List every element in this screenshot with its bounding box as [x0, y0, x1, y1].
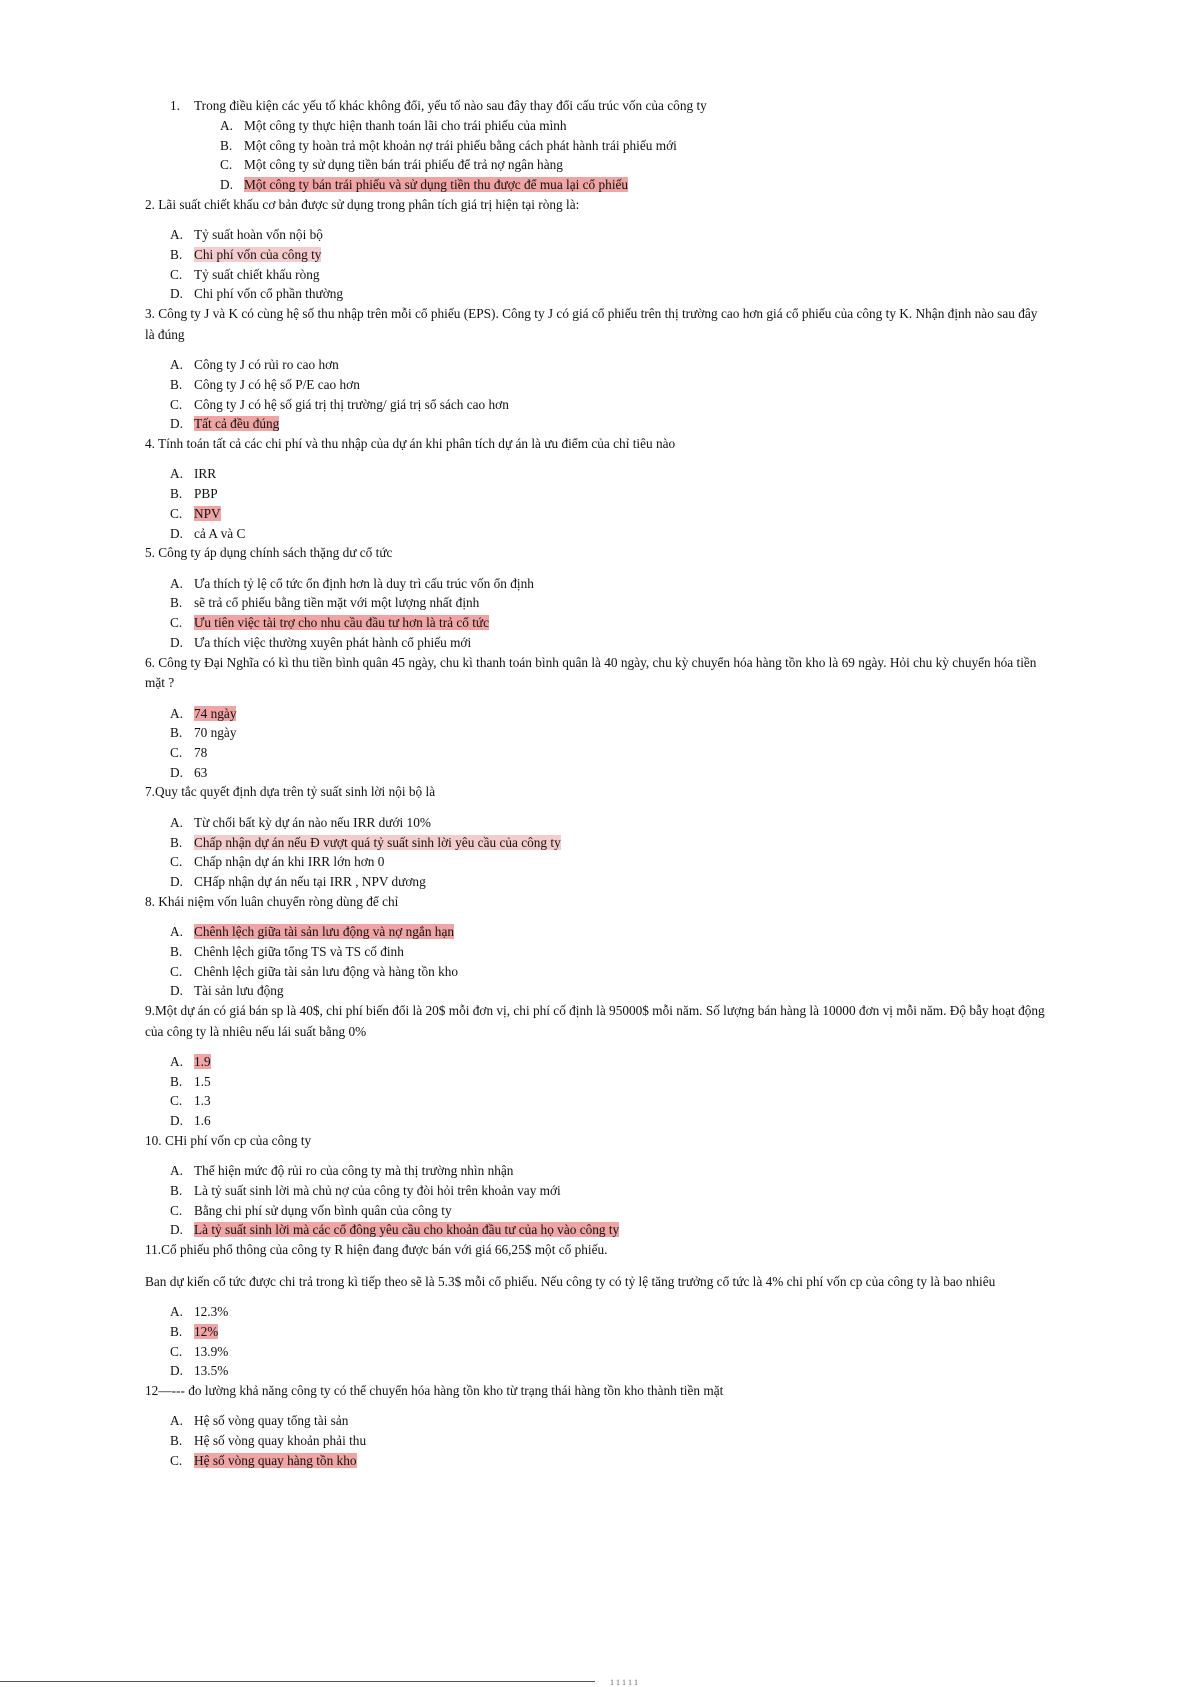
option: A. Ưa thích tỷ lệ cổ tức ổn định hơn là duy trì cấu trúc vốn ổn định — [170, 575, 534, 591]
option: C. Bằng chi phí sử dụng vốn bình quân của công ty — [170, 1202, 452, 1218]
option: D. Tài sản lưu động — [170, 983, 284, 999]
question-11-detail: Ban dự kiến cổ tức được chi trả trong kì tiếp theo sẽ là 5.3$ mỗi cổ phiếu. Nếu công ty có tỷ lệ tăng trưởng cổ tức là 4% chi phí vốn cp của công ty là bao nhiêu — [145, 1273, 996, 1289]
option-answer: B. Chi phí vốn của công ty — [170, 247, 322, 263]
question-12: 12—--- đo lường khả năng công ty có thể chuyển hóa hàng tồn kho từ trạng thái hàng tồn kho thành tiền mặt — [145, 1382, 724, 1398]
options-11 — [145, 1302, 1045, 1381]
option: C. Chấp nhận dự án khi IRR lớn hơn 0 — [170, 854, 385, 870]
option: A. Một công ty thực hiện thanh toán lãi cho trái phiếu của mình — [220, 118, 567, 133]
option: B. Công ty J có hệ số P/E cao hơn — [170, 376, 360, 392]
option: D. Ưa thích việc thường xuyên phát hành cổ phiếu mới — [170, 634, 472, 650]
option: A. Tỷ suất hoàn vốn nội bộ — [170, 227, 323, 243]
option: D. 63 — [170, 764, 208, 780]
option: A. Thể hiện mức độ rủi ro của công ty mà thị trường nhìn nhận — [170, 1163, 514, 1179]
option-answer: D. Tất cả đều đúng — [170, 416, 280, 432]
option: A. 12.3% — [170, 1304, 229, 1320]
option: C. Một công ty sử dụng tiền bán trái phiếu để trả nợ ngân hàng — [220, 157, 563, 173]
option-answer: C. Ưu tiên việc tài trợ cho nhu cầu đầu tư hơn là trả cổ tức — [170, 615, 490, 631]
option-answer: B. 12% — [170, 1323, 219, 1339]
question-2: 2. Lãi suất chiết khấu cơ bản được sử dụng trong phân tích giá trị hiện tại ròng là: — [145, 196, 580, 212]
option: C. Tỷ suất chiết khấu ròng — [170, 266, 320, 282]
options-1 — [145, 116, 1045, 195]
option-answer: B. Chấp nhận dự án nếu Đ vượt quá tỷ suất sinh lời yêu cầu của công ty — [170, 834, 561, 850]
options-9 — [145, 1052, 1045, 1131]
option: B. Một công ty hoàn trả một khoản nợ trái phiếu bằng cách phát hành trái phiếu mới — [220, 137, 677, 153]
option: B. Chênh lệch giữa tổng TS và TS cố đinh — [170, 943, 404, 959]
option: C. Công ty J có hệ số giá trị thị trường/ giá trị sổ sách cao hơn — [170, 396, 509, 412]
option: A. IRR — [170, 466, 217, 482]
question-8: 8. Khái niệm vốn luân chuyển ròng dùng để chỉ — [145, 893, 399, 909]
option: C. 78 — [170, 744, 208, 760]
option-answer: D. Một công ty bán trái phiếu và sử dụng tiền thu được để mua lại cổ phiếu — [220, 177, 629, 193]
question-6: 6. Công ty Đại Nghĩa có kì thu tiền bình quân 45 ngày, chu kì thanh toán bình quân là 40 ngày, chu kỳ chuyển hóa hàng tồn kho là 69 ngày. Hỏi chu kỳ chuyển hóa tiền mặt ? — [145, 654, 1037, 691]
option: D. cả A và C — [170, 525, 246, 541]
quiz-document — [145, 96, 1045, 1471]
question-10: 10. CHi phí vốn cp của công ty — [145, 1132, 312, 1148]
option: A. Hệ số vòng quay tổng tài sản — [170, 1413, 349, 1429]
footer-marks: 1 1 1 1 1 — [610, 1678, 638, 1687]
options-8 — [145, 922, 1045, 1001]
question-5: 5. Công ty áp dụng chính sách thặng dư cổ tức — [145, 545, 393, 561]
option: B. Là tỷ suất sinh lời mà chủ nợ của công ty đòi hỏi trên khoản vay mới — [170, 1183, 561, 1199]
question-text: Trong điều kiện các yếu tố khác không đổi, yếu tố nào sau đây thay đổi cấu trúc vốn của công ty — [194, 98, 707, 113]
option-answer: C. NPV — [170, 505, 221, 521]
option: A. Từ chối bất kỳ dự án nào nếu IRR dưới 10% — [170, 814, 431, 830]
question-7: 7.Quy tắc quyết định dựa trên tỷ suất sinh lời nội bộ là — [145, 784, 436, 800]
option: C. 1.3 — [170, 1093, 211, 1109]
options-4 — [145, 464, 1045, 543]
options-6 — [145, 704, 1045, 783]
option: C. Chênh lệch giữa tài sản lưu động và hàng tồn kho — [170, 963, 459, 979]
options-12 — [145, 1411, 1045, 1470]
option: C. 13.9% — [170, 1343, 229, 1359]
option: B. PBP — [170, 486, 218, 502]
option-answer: D. Là tỷ suất sinh lời mà các cổ đông yêu cầu cho khoản đầu tư của họ vào công ty — [170, 1222, 620, 1238]
option: D. Chi phí vốn cổ phần thường — [170, 286, 344, 302]
options-10 — [145, 1161, 1045, 1240]
option: B. 70 ngày — [170, 725, 237, 741]
option: B. 1.5 — [170, 1073, 211, 1089]
option-answer: A. 1.9 — [170, 1054, 211, 1069]
option: B. sẽ trả cổ phiếu bằng tiền mặt với một lượng nhất định — [170, 595, 480, 611]
option: B. Hệ số vòng quay khoản phải thu — [170, 1433, 367, 1449]
option-answer: C. Hệ số vòng quay hàng tồn kho — [170, 1452, 357, 1468]
options-2 — [145, 225, 1045, 304]
option: D. CHấp nhận dự án nếu tại IRR , NPV dương — [170, 873, 426, 889]
options-7 — [145, 813, 1045, 892]
option: D. 13.5% — [170, 1363, 229, 1379]
options-3 — [145, 355, 1045, 434]
option-answer: A. 74 ngày — [170, 705, 237, 721]
question-1 — [145, 96, 1045, 115]
question-3: 3. Công ty J và K có cùng hệ số thu nhập trên mỗi cổ phiếu (EPS). Công ty J có giá cổ phiếu trên thị trường cao hơn giá cổ phiếu của công ty K. Nhận định nào sau đây là đúng — [145, 306, 1038, 342]
page-bottom-rule — [0, 1681, 595, 1682]
question-4: 4. Tính toán tất cả các chi phí và thu nhập của dự án khi phân tích dự án là ưu điểm của chỉ tiêu nào — [145, 435, 676, 451]
option: A. Công ty J có rủi ro cao hơn — [170, 357, 339, 373]
question-9: 9.Một dự án có giá bán sp là 40$, chi phí biến đổi là 20$ mỗi đơn vị, chi phí cố định là 95000$ mỗi năm. Số lượng bán hàng là 10000 đơn vị mỗi năm. Độ bẫy hoạt động của công ty là nhiêu nếu lái suất bằng 0% — [145, 1003, 1045, 1039]
option: D. 1.6 — [170, 1113, 211, 1129]
question-number: 1. — [170, 98, 180, 113]
question-11: 11.Cổ phiếu phổ thông của công ty R hiện đang được bán với giá 66,25$ một cổ phiếu. — [145, 1242, 608, 1258]
options-5 — [145, 574, 1045, 653]
option-answer: A. Chênh lệch giữa tài sản lưu động và nợ ngắn hạn — [170, 924, 454, 940]
